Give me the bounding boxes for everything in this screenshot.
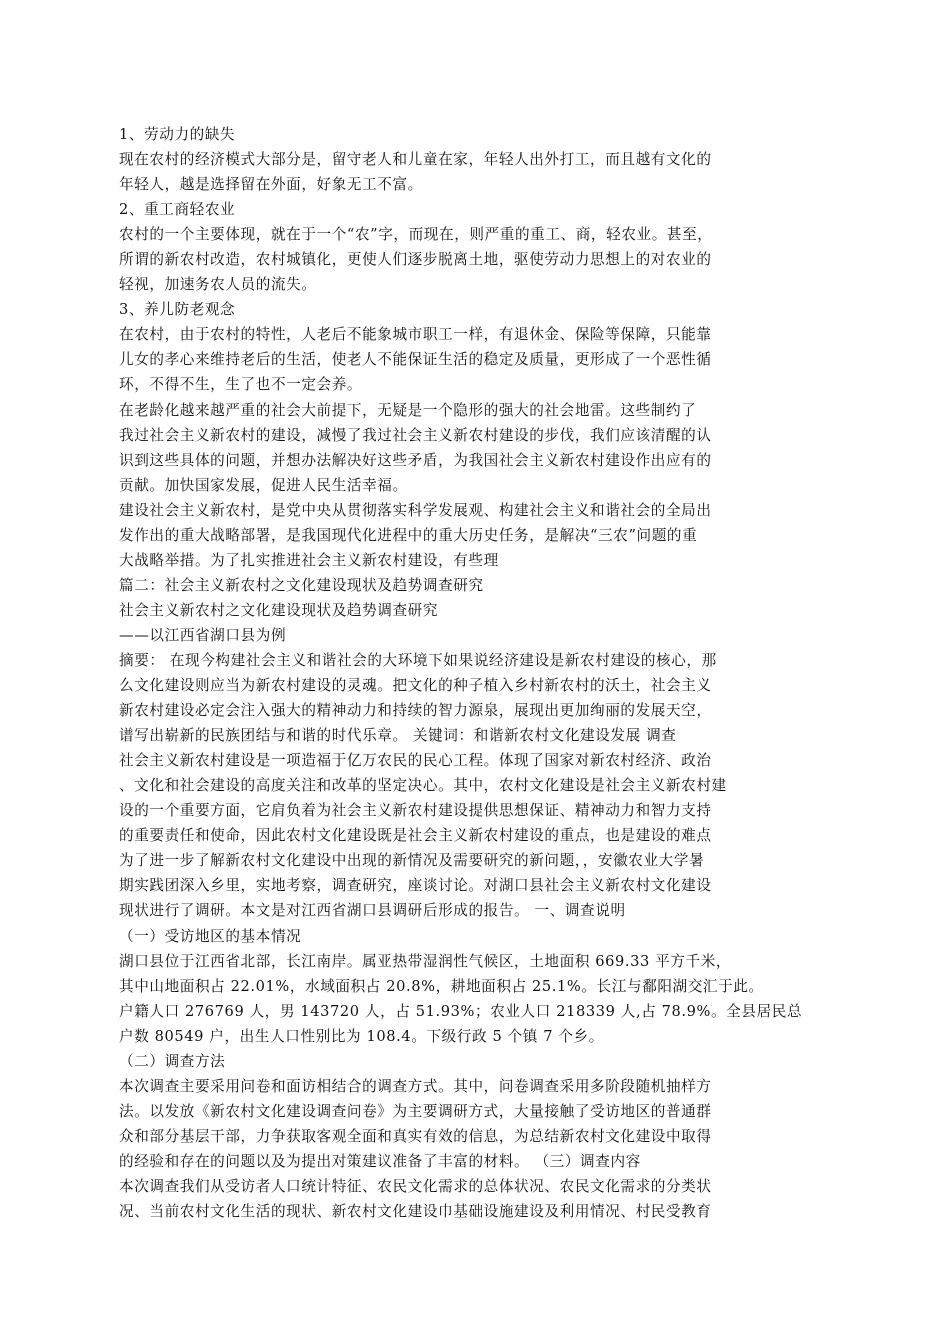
text-line: 所谓的新农村改造，农村城镇化，更使人们逐步脱离土地，驱使劳动力思想上的对农业的 bbox=[119, 251, 712, 269]
text-line: 1、劳动力的缺失 bbox=[119, 126, 236, 143]
text-line: 现在农村的经济模式大部分是，留守老人和儿童在家，年轻人出外打工，而且越有文化的 bbox=[119, 151, 712, 169]
text-line: 新农村建设必定会注入强大的精神动力和持续的智力源泉，展现出更加绚丽的发展天空， bbox=[119, 702, 712, 720]
text-line: 户数 80549 户，出生人口性别比为 108.4。下级行政 5 个镇 7 个乡。 bbox=[119, 1027, 604, 1045]
text-line: 儿女的孝心来维持老后的生活，使老人不能保证生活的稳定及质量，更形成了一个恶性循 bbox=[119, 351, 712, 369]
text-line: 3、养儿防老观念 bbox=[119, 301, 236, 319]
text-line: 篇二：社会主义新农村之文化建设现状及趋势调查研究 bbox=[119, 576, 484, 594]
text-line: 的经验和存在的问题以及为提出对策建议准备了丰富的材料。 （三）调查内容 bbox=[119, 1152, 641, 1170]
text-line: 建设社会主义新农村，是党中央从贯彻落实科学发展观、构建社会主义和谐社会的全局出 bbox=[119, 501, 712, 519]
text-line: （二）调查方法 bbox=[119, 1052, 226, 1070]
text-line: 在农村，由于农村的特性，人老后不能象城市职工一样，有退休金、保险等保障，只能靠 bbox=[119, 326, 712, 344]
text-line: 大战略举措。为了扎实推进社会主义新农村建设，有些理 bbox=[119, 551, 499, 569]
text-line: 、文化和社会建设的高度关注和改革的坚定决心。其中，农村文化建设是社会主义新农村建 bbox=[119, 777, 727, 795]
text-line: 本次调查我们从受访者人口统计特征、农民文化需求的总体状况、农民文化需求的分类状 bbox=[119, 1177, 712, 1195]
text-line: 轻视，加速务农人员的流失。 bbox=[119, 276, 317, 294]
text-line: ——以江西省湖口县为例 bbox=[119, 626, 287, 644]
document-body bbox=[119, 122, 819, 1224]
text-line: 本次调查主要采用问卷和面访相结合的调查方式。其中，问卷调查采用多阶段随机抽样方 bbox=[119, 1077, 712, 1095]
text-line: 我过社会主义新农村的建设，减慢了我过社会主义新农村建设的步伐，我们应该清醒的认 bbox=[119, 426, 712, 444]
text-line: 现状进行了调研。本文是对江西省湖口县调研后形成的报告。 一、调查说明 bbox=[119, 902, 626, 920]
text-line: 户籍人口 276769 人，男 143720 人，占 51.93%；农业人口 218339 人,占 78.9%。全县居民总 bbox=[119, 1002, 803, 1020]
text-line: 期实践团深入乡里，实地考察，调查研究，座谈讨论。对湖口县社会主义新农村文化建设 bbox=[119, 877, 712, 895]
text-line: 况、当前农村文化生活的现状、新农村文化建设巾基础设施建设及利用情况、村民受教育 bbox=[119, 1203, 712, 1221]
text-line: 谱写出崭新的民族团结与和谐的时代乐章。 关键词：和谐新农村文化建设发展 调查 bbox=[119, 727, 677, 745]
text-line: （一）受访地区的基本情况 bbox=[119, 927, 302, 945]
text-line: 发作出的重大战略部署，是我国现代化进程中的重大历史任务，是解决“三农”问题的重 bbox=[119, 526, 698, 544]
text-line: 农村的一个主要体现，就在于一个“农”字，而现在，则严重的重工、商，轻农业。甚至， bbox=[119, 226, 713, 244]
text-line: 众和部分基层干部，力争获取客观全面和真实有效的信息，为总结新农村文化建设中取得 bbox=[119, 1127, 712, 1145]
text-line: 2、重工商轻农业 bbox=[119, 201, 236, 219]
text-line: 环，不得不生，生了也不一定会养。 bbox=[119, 376, 363, 394]
text-line: 社会主义新农村建设是一项造福于亿万农民的民心工程。体现了国家对新农村经济、政治 bbox=[119, 752, 712, 770]
text-line: 识到这些具体的问题，并想办法解决好这些矛盾，为我国社会主义新农村建设作出应有的 bbox=[119, 451, 712, 469]
text-line: 法。以发放《新农村文化建设调查问卷》为主要调研方式，大量接触了受访地区的普通群 bbox=[119, 1102, 712, 1120]
text-line: 在老龄化越来越严重的社会大前提下，无疑是一个隐形的强大的社会地雷。这些制约了 bbox=[119, 401, 697, 419]
text-line: 社会主义新农村之文化建设现状及趋势调查研究 bbox=[119, 601, 439, 619]
text-line: 么文化建设则应当为新农村建设的灵魂。把文化的种子植入乡村新农村的沃土，社会主义 bbox=[119, 677, 712, 695]
text-line: 设的一个重要方面，它肩负着为社会主义新农村建设提供思想保证、精神动力和智力支持 bbox=[119, 802, 712, 820]
text-line: 其中山地面积占 22.01%，水域面积占 20.8%，耕地面积占 25.1%。长江与鄱阳湖交汇于此。 bbox=[119, 977, 764, 995]
text-line: 为了进一步了解新农村文化建设中出现的新情况及需要研究的新问题，，安徽农业大学暑 bbox=[119, 852, 705, 870]
text-line: 摘要： 在现今构建社会主义和谐社会的大环境下如果说经济建设是新农村建设的核心，那 bbox=[119, 651, 717, 669]
text-line: 年轻人，越是选择留在外面，好象无工不富。 bbox=[119, 176, 423, 194]
text-line: 的重要责任和使命，因此农村文化建设既是社会主义新农村建设的重点，也是建设的难点 bbox=[119, 827, 712, 845]
text-line: 湖口县位于江西省北部，长江南岸。属亚热带湿润性气候区，土地面积 669.33 平方千米， bbox=[119, 952, 732, 970]
text-line: 贡献。加快国家发展，促进人民生活幸福。 bbox=[119, 476, 408, 494]
